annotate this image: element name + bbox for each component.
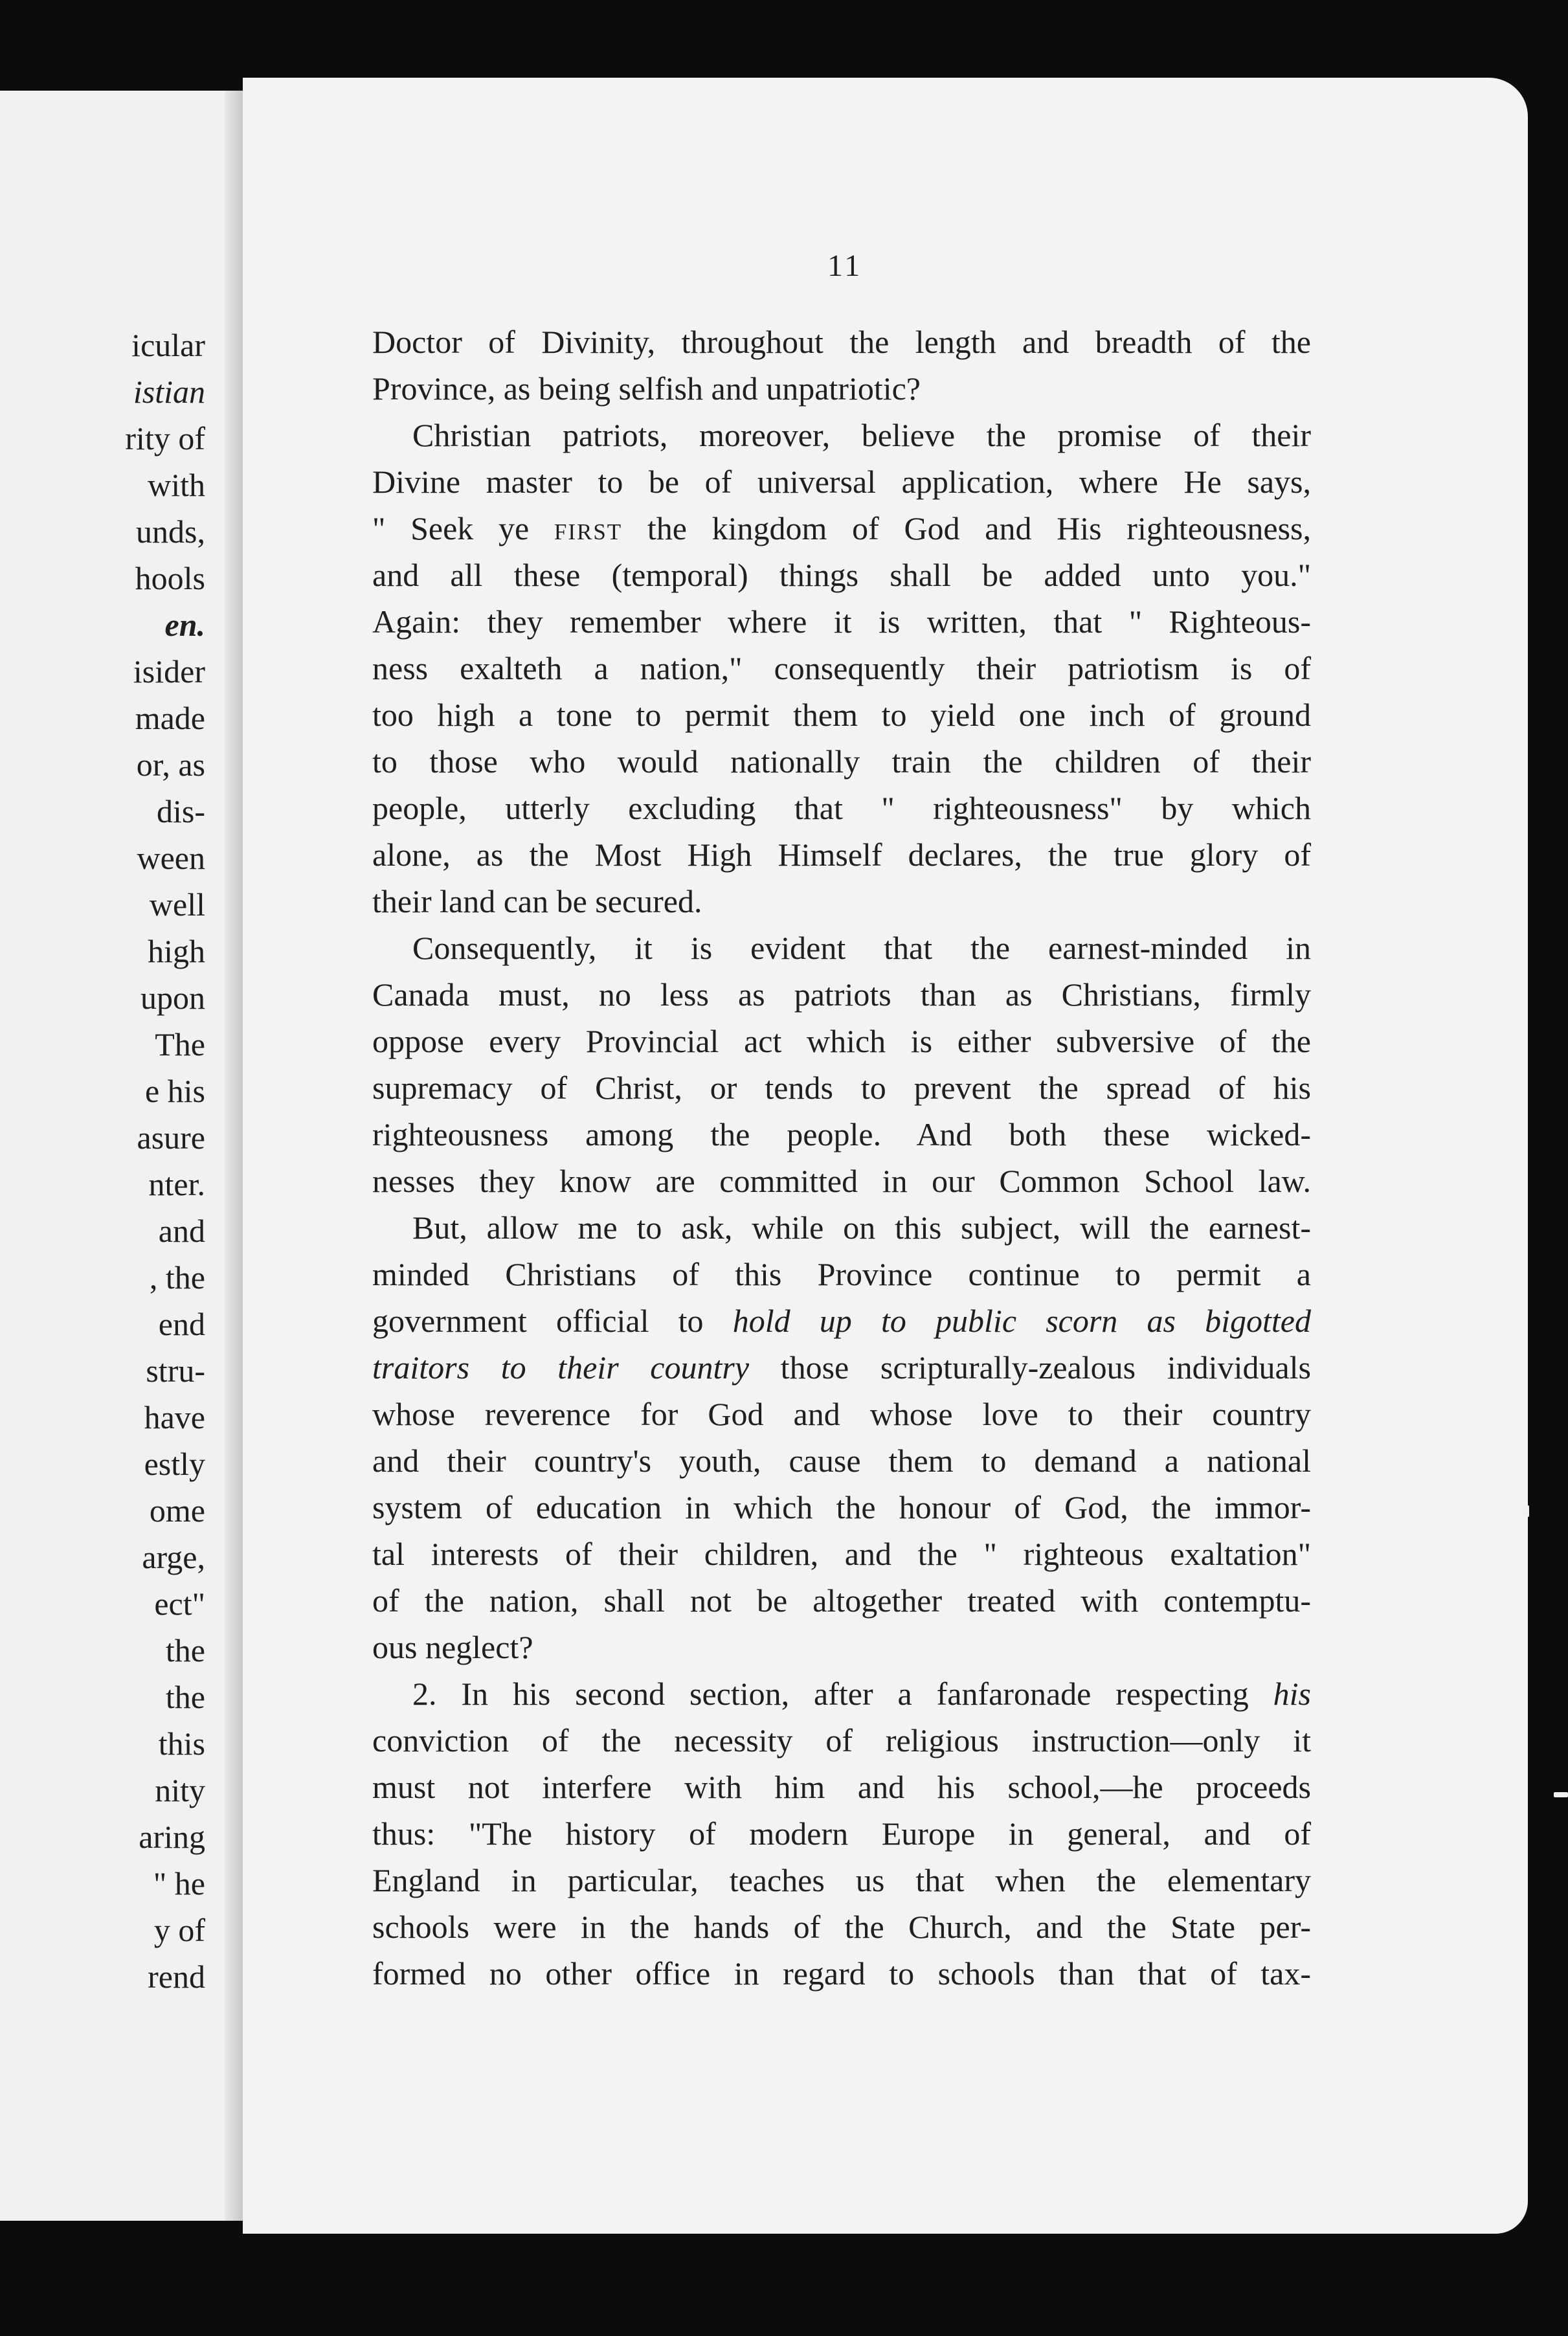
- left-fragment: nity: [155, 1772, 205, 1808]
- text-line: alone, as the Most High Himself declares, the true glory of: [372, 837, 1311, 873]
- paragraph: [372, 412, 1311, 925]
- left-fragment: hools: [135, 560, 205, 596]
- left-fragment: unds,: [136, 513, 205, 550]
- left-fragment: , the: [149, 1259, 205, 1296]
- left-fragment: stru-: [146, 1353, 205, 1389]
- text-line: minded Christians of this Province continue to permit a: [372, 1256, 1311, 1292]
- left-fragment: dis-: [157, 793, 205, 829]
- text-line: must not interfere with him and his school,—he proceeds: [372, 1769, 1311, 1805]
- left-fragment: high: [148, 933, 205, 969]
- paragraph: [372, 925, 1311, 1204]
- text-line: thus: "The history of modern Europe in general, and of: [372, 1815, 1311, 1852]
- text-line: Again: they remember where it is written, that " Righteous-: [372, 603, 1311, 640]
- text-line: conviction of the necessity of religious instruction—only it: [372, 1722, 1311, 1758]
- left-page: [0, 91, 243, 2221]
- left-fragment: en.: [164, 607, 205, 643]
- text-line: supremacy of Christ, or tends to prevent the spread of his: [372, 1070, 1311, 1106]
- text-line: But, allow me to ask, while on this subject, will the earnest-: [412, 1209, 1311, 1246]
- body-text: [372, 319, 1311, 1997]
- left-fragment: and: [158, 1213, 205, 1249]
- text-line: and all these (temporal) things shall be added unto you.": [372, 557, 1311, 593]
- text-line: Consequently, it is evident that the earnest-minded in: [412, 930, 1311, 966]
- text-line: Divine master to be of universal application, where He says,: [372, 464, 1311, 500]
- text-line: Christian patriots, moreover, believe the promise of their: [412, 417, 1311, 453]
- left-fragment: this: [158, 1725, 205, 1762]
- left-fragment: made: [135, 700, 205, 736]
- paragraph: [372, 319, 1311, 412]
- left-fragment: rend: [148, 1959, 205, 1995]
- text-line: schools were in the hands of the Church, and the State per-: [372, 1909, 1311, 1945]
- left-fragment: icular: [131, 327, 205, 363]
- text-line: to those who would nationally train the children of their: [372, 743, 1311, 780]
- text-line: traitors to their country those scripturally-zealous individuals: [372, 1349, 1311, 1386]
- left-fragment: aring: [139, 1819, 205, 1855]
- text-line: people, utterly excluding that " righteousness" by which: [372, 790, 1311, 826]
- text-line: too high a tone to permit them to yield one inch of ground: [372, 697, 1311, 733]
- left-fragment: isider: [133, 653, 205, 690]
- text-line: righteousness among the people. And both these wicked-: [372, 1116, 1311, 1152]
- left-fragment: have: [144, 1399, 205, 1435]
- left-fragment: e his: [144, 1073, 205, 1109]
- text-line: nesses they know are committed in our Common School law.: [372, 1163, 1311, 1199]
- left-fragment: asure: [137, 1119, 205, 1156]
- text-line: Province, as being selfish and unpatriotic?: [372, 370, 921, 407]
- text-line: Canada must, no less as patriots than as Christians, firmly: [372, 976, 1311, 1013]
- left-fragment: the: [165, 1679, 205, 1715]
- text-line: Doctor of Divinity, throughout the length and breadth of the: [372, 324, 1311, 360]
- page-number: 11: [827, 249, 863, 283]
- text-line: whose reverence for God and whose love to their country: [372, 1396, 1311, 1432]
- text-line: of the nation, shall not be altogether treated with contemptu-: [372, 1582, 1311, 1619]
- left-fragment: ect": [154, 1586, 205, 1622]
- text-line: formed no other office in regard to schools than that of tax-: [372, 1955, 1311, 1992]
- paragraph: [372, 1670, 1311, 1997]
- left-fragment: rity of: [125, 420, 205, 456]
- left-page-text: [0, 322, 205, 2000]
- text-line: ness exalteth a nation," consequently their patriotism is of: [372, 650, 1311, 686]
- page-fold: [225, 91, 243, 2221]
- left-fragment: with: [148, 467, 205, 503]
- left-fragment: " he: [153, 1865, 205, 1902]
- left-fragment: y of: [153, 1912, 205, 1948]
- left-fragment: istian: [133, 374, 205, 410]
- text-line: government official to hold up to public scorn as bigotted: [372, 1303, 1311, 1339]
- left-fragment: upon: [140, 980, 205, 1016]
- scan-speck: [1523, 1505, 1529, 1517]
- text-line: ous neglect?: [372, 1629, 533, 1665]
- left-fragment: ome: [149, 1492, 205, 1529]
- italic-phrase: traitors to their country: [372, 1349, 750, 1386]
- text-line: and their country's youth, cause them to demand a national: [372, 1443, 1311, 1479]
- italic-phrase: hold up to public scorn as bigotted: [732, 1303, 1311, 1339]
- text-line: tal interests of their children, and the " righteous exaltation": [372, 1536, 1311, 1572]
- left-fragment: well: [149, 886, 205, 923]
- left-fragment: arge,: [142, 1539, 205, 1575]
- left-fragment: estly: [144, 1446, 205, 1482]
- italic-word: his: [1273, 1676, 1311, 1712]
- left-fragment: nter.: [148, 1166, 205, 1202]
- text-line: oppose every Provincial act which is either subversive of the: [372, 1023, 1311, 1059]
- left-fragment: or, as: [136, 747, 205, 783]
- text-line: " Seek ye first the kingdom of God and His righteousness,: [372, 510, 1312, 546]
- text-line: England in particular, teaches us that when the elementary: [372, 1862, 1311, 1898]
- small-caps-word: first: [554, 510, 623, 546]
- paragraph: [372, 1204, 1311, 1670]
- text-line: their land can be secured.: [372, 883, 702, 919]
- left-fragment: ween: [137, 840, 205, 876]
- left-fragment: The: [155, 1026, 205, 1062]
- scan-speck: [1554, 1792, 1568, 1797]
- left-fragment: end: [158, 1306, 205, 1342]
- text-line: 2. In his second section, after a fanfaronade respecting his: [412, 1676, 1311, 1712]
- text-line: system of education in which the honour of God, the immor-: [372, 1489, 1311, 1525]
- left-fragment: the: [165, 1632, 205, 1668]
